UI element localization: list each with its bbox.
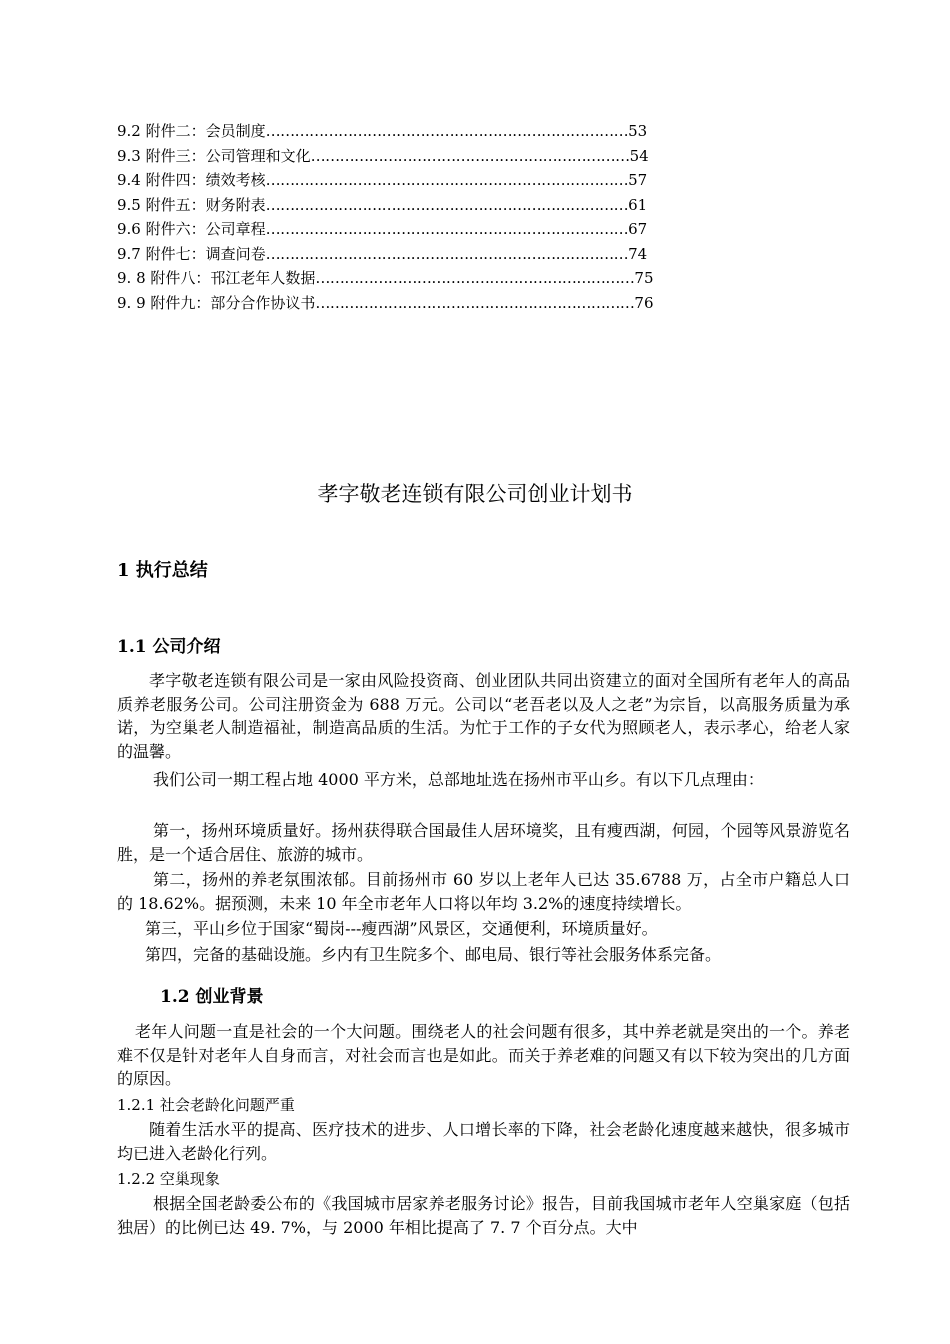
toc-page: 53 [628,122,648,140]
toc-label: 9.4 附件四：绩效考核 [117,171,266,189]
toc-leader: ………………………………………………………………… [265,122,629,140]
toc-entry[interactable] [117,267,777,292]
paragraph-reason-1: 第一，扬州环境质量好。扬州获得联合国最佳人居环境奖，且有瘦西湖，何园，个园等风景游览名胜，是一个适合居住、旅游的城市。 [117,821,850,864]
toc-page: 57 [628,171,648,189]
subsection-heading-empty-nest: 1.2.2 空巢现象 [117,1170,220,1188]
toc-page: 54 [629,146,649,165]
section-heading-company-intro: 1.1 公司介绍 [117,637,221,657]
toc-page: 61 [628,195,648,214]
document-title: 孝字敬老连锁有限公司创业计划书 [317,482,633,506]
section-heading-executive-summary: 1 执行总结 [117,560,208,581]
toc-entry[interactable] [117,169,777,194]
toc-label: 9. 9 附件九：部分合作协议书 [117,293,316,312]
section-heading-background: 1.2 创业背景 [160,987,264,1007]
paragraph-reason-3: 第三，平山乡位于国家“蜀岗---瘦西湖”风景区，交通便利，环境质量好。 [145,919,658,938]
toc-page: 74 [628,244,648,263]
toc-label: 9. 8 附件八：邗江老年人数据 [117,269,316,287]
subsection-heading-aging: 1.2.1 社会老龄化问题严重 [117,1096,295,1114]
toc-leader: ………………………………………………………… [315,269,635,287]
toc-entry[interactable] [117,292,777,317]
paragraph-location: 我们公司一期工程占地 4000 平方米，总部地址选在扬州市平山乡。有以下几点理由： [153,770,764,789]
toc-page: 76 [634,293,654,312]
toc-entry[interactable] [117,120,777,145]
paragraph-empty-nest: 根据全国老龄委公布的《我国城市居家养老服务讨论》报告，目前我国城市老年人空巢家庭（包括独居）的比例已达 49. 7%，与 2000 年相比提高了 7. 7 个百分点。大中 [117,1194,850,1237]
toc-entry[interactable] [117,243,777,268]
toc-page: 75 [634,269,654,287]
toc-label: 9.6 附件六：公司章程 [117,220,266,238]
toc-label: 9.3 附件三：公司管理和文化 [117,146,311,165]
toc-leader: ………………………………………………………… [315,293,635,312]
toc-page: 67 [628,220,648,238]
paragraph-reason-4: 第四，完备的基础设施。乡内有卫生院多个、邮电局、银行等社会服务体系完备。 [145,945,722,964]
toc-leader: ………………………………………………………………… [265,171,629,189]
toc-label: 9.2 附件二：会员制度 [117,122,266,140]
paragraph-aging: 随着生活水平的提高、医疗技术的进步、人口增长率的下降，社会老龄化速度越来越快，很多城市均已进入老龄化行列。 [117,1120,850,1163]
toc-entry[interactable] [117,145,777,170]
table-of-contents [117,120,777,316]
toc-entry[interactable] [117,218,777,243]
toc-label: 9.7 附件七：调查问卷 [117,244,266,263]
toc-leader: ………………………………………………………… [310,146,630,165]
toc-leader: ………………………………………………………………… [265,220,629,238]
toc-leader: ………………………………………………………………… [265,195,629,214]
paragraph-background: 老年人问题一直是社会的一个大问题。围绕老人的社会问题有很多，其中养老就是突出的一个。养老难不仅是针对老年人自身而言，对社会而言也是如此。而关于养老难的问题又有以下较为突出的几方面的原因。 [117,1022,850,1088]
toc-leader: ………………………………………………………………… [265,244,629,263]
toc-entry[interactable] [117,194,777,219]
toc-label: 9.5 附件五：财务附表 [117,195,266,214]
paragraph-company-intro: 孝字敬老连锁有限公司是一家由风险投资商、创业团队共同出资建立的面对全国所有老年人的高品质养老服务公司。公司注册资金为 688 万元。公司以“老吾老以及人之老”为宗旨，以高服务质量为承诺，为空巢老人制造福祉，制造高品质的生活。为忙于工作的子女代为照顾老人，表示孝心，给老人家的温馨。 [117,671,850,761]
paragraph-reason-2: 第二，扬州的养老氛围浓郁。目前扬州市 60 岁以上老年人已达 35.6788 万，占全市户籍总人口的 18.62%。据预测，未来 10 年全市老年人口将以年均 3.2%的速度持续增长。 [117,870,850,913]
